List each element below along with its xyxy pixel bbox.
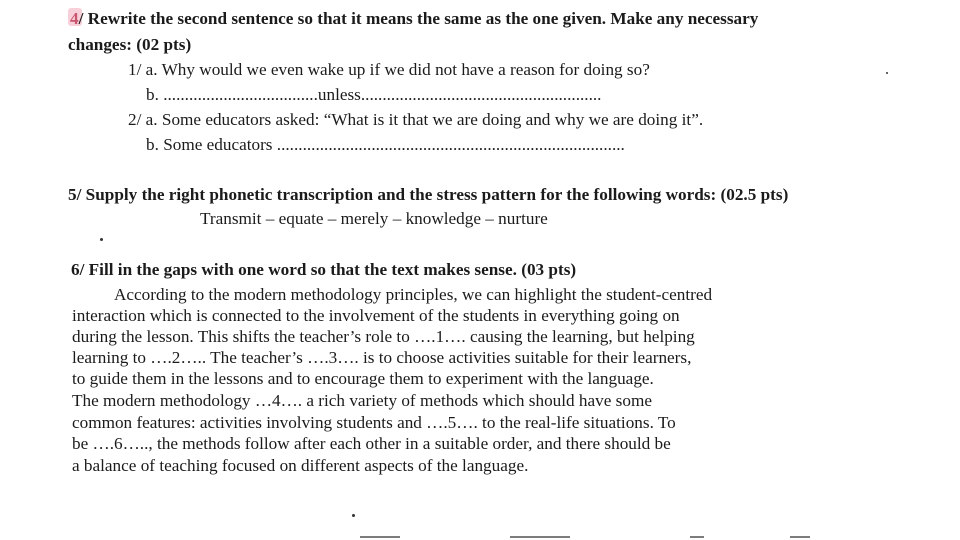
q4-item2a: 2/ a. Some educators asked: “What is it that we are doing and why we are doing it”. <box>128 110 704 129</box>
cut-off-text-fragment <box>360 536 400 538</box>
q6-line-8: be ….6….., the methods follow after each other in a suitable order, and there should be <box>72 434 671 453</box>
q6-heading: 6/ Fill in the gaps with one word so that the text makes sense. (03 pts) <box>71 260 577 279</box>
q4-item1b: b. ....................................unless........................................................ <box>146 85 602 104</box>
cut-off-text-fragment <box>690 536 704 538</box>
q5-words: Transmit – equate – merely – knowledge – nurture <box>200 209 548 228</box>
cut-off-text-fragment <box>510 536 570 538</box>
q4-number: 4 <box>70 9 79 28</box>
q6-line-2: interaction which is connected to the involvement of the students in everything going on <box>72 306 680 325</box>
scan-speck <box>100 238 103 241</box>
q4-heading-line2: changes: (02 pts) <box>68 35 192 54</box>
q4-item1a: 1/ a. Why would we even wake up if we did not have a reason for doing so? <box>128 60 650 79</box>
scan-speck <box>352 514 355 517</box>
q4-item2b: b. Some educators ................................................................................. <box>146 135 625 154</box>
q4-heading-text: / Rewrite the second sentence so that it means the same as the one given. Make any necessary <box>78 9 759 28</box>
q5-heading: 5/ Supply the right phonetic transcription and the stress pattern for the following words: (02.5 pts) <box>68 185 789 204</box>
q6-line-7: common features: activities involving students and ….5…. to the real-life situations. To <box>72 413 676 432</box>
q6-line-5: to guide them in the lessons and to encourage them to experiment with the language. <box>72 369 654 388</box>
q6-line-6: The modern methodology …4…. a rich variety of methods which should have some <box>72 391 652 410</box>
scan-speck <box>886 72 888 74</box>
q6-line-3: during the lesson. This shifts the teacher’s role to ….1…. causing the learning, but helping <box>72 327 695 346</box>
q6-line-4: learning to ….2….. The teacher’s ….3…. is to choose activities suitable for their learners, <box>72 348 692 367</box>
q6-line-9: a balance of teaching focused on different aspects of the language. <box>72 456 529 475</box>
q4-heading <box>70 9 758 29</box>
q6-line-1: According to the modern methodology principles, we can highlight the student-centred <box>114 285 713 304</box>
cut-off-text-fragment <box>790 536 810 538</box>
